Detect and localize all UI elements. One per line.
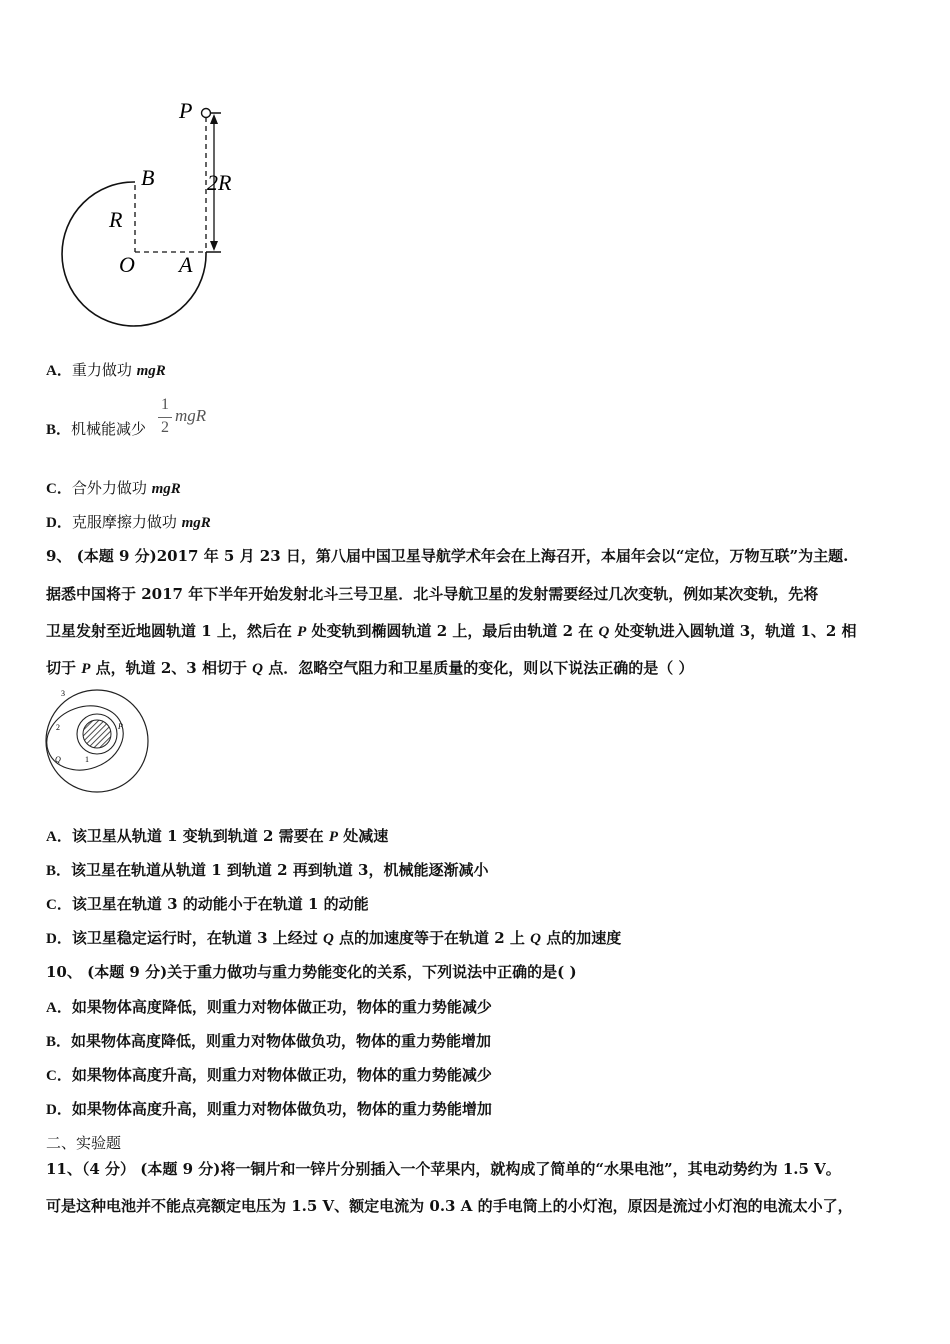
- option-text: 点的加速度等于在轨道 2 上: [333, 929, 531, 947]
- option-text: 点的加速度: [540, 929, 622, 947]
- q9-stem-line-4: [46, 658, 693, 679]
- option-letter: D．: [46, 515, 72, 531]
- q9-option-d: [46, 928, 621, 949]
- option-letter: C．: [46, 1068, 72, 1084]
- option-text: 克服摩擦力做功: [71, 513, 182, 531]
- option-var: mgR: [151, 481, 181, 497]
- label-r: R: [109, 207, 123, 232]
- q11-stem-line-1: 11、（4 分） (本题 9 分)将一铜片和一锌片分别插入一个苹果内，就构成了简单的“水果电池”，其电动势约为 1.5 V。: [46, 1160, 841, 1178]
- arrow-head-up: [210, 114, 218, 124]
- label-orbit-2: 2: [56, 723, 60, 732]
- arrow-head-down: [210, 241, 218, 251]
- fraction-var: mgR: [175, 406, 207, 425]
- option-text: 如果物体高度降低，则重力对物体做正功，物体的重力势能减少: [71, 998, 492, 1016]
- option-letter: D．: [46, 1102, 72, 1118]
- label-orbit-1: 1: [85, 755, 89, 764]
- text-segment: 处变轨到椭圆轨道 2 上，最后由轨道 2 在: [306, 622, 599, 640]
- option-text: 重力做功: [71, 361, 137, 379]
- option-letter: A．: [46, 363, 72, 379]
- fraction-denominator: 2: [161, 419, 169, 436]
- var-q: Q: [252, 661, 264, 677]
- label-q-point: Q: [55, 755, 61, 764]
- option-text: 机械能减少: [71, 420, 147, 438]
- var-p: P: [328, 829, 339, 845]
- fraction-bar: [158, 417, 172, 418]
- text-segment: 切于: [46, 659, 82, 677]
- label-b: B: [141, 165, 155, 190]
- option-letter: B．: [46, 1034, 72, 1050]
- label-orbit-3: 3: [61, 689, 65, 698]
- orbit-figure: [42, 686, 152, 796]
- q10-option-c: [46, 1065, 492, 1086]
- q8-option-d: [46, 512, 211, 533]
- var-q: Q: [322, 931, 334, 947]
- option-letter: C．: [46, 897, 72, 913]
- q10-option-a: [46, 997, 492, 1018]
- option-var: mgR: [181, 515, 211, 531]
- q8-option-a: [46, 360, 166, 381]
- label-a: A: [179, 252, 193, 277]
- option-text: 处减速: [338, 827, 389, 845]
- q9-stem-line-3: [46, 621, 857, 642]
- label-p-point: P: [118, 722, 123, 731]
- option-text: 该卫星在轨道 3 的动能小于在轨道 1 的动能: [71, 895, 369, 913]
- option-text: 如果物体高度降低，则重力对物体做负功，物体的重力势能增加: [71, 1032, 492, 1050]
- option-letter: C．: [46, 481, 72, 497]
- fraction-numerator: 1: [161, 396, 169, 413]
- option-text: 该卫星从轨道 1 变轨到轨道 2 需要在: [71, 827, 329, 845]
- option-text: 如果物体高度升高，则重力对物体做负功，物体的重力势能增加: [71, 1100, 492, 1118]
- q8-option-c: [46, 478, 181, 499]
- text-segment: 点，轨道 2、3 相切于: [90, 659, 253, 677]
- text-segment: 卫星发射至近地圆轨道 1 上，然后在: [46, 622, 298, 640]
- var-q: Q: [530, 931, 541, 947]
- q9-option-b: [46, 860, 488, 881]
- earth: [83, 720, 111, 748]
- label-2r: 2R: [207, 170, 232, 195]
- q8-option-b: [46, 419, 146, 440]
- var-p: P: [81, 661, 91, 677]
- q9-stem-line-1: 9、 (本题 9 分)2017 年 5 月 23 日，第八届中国卫星导航学术年会在上海召开，本届年会以“定位，万物互联”为主题.: [46, 547, 849, 565]
- circular-track-figure: [55, 95, 255, 335]
- option-letter: B．: [46, 863, 72, 879]
- q10-option-d: [46, 1099, 492, 1120]
- option-letter: A．: [46, 829, 72, 845]
- label-o: O: [119, 252, 135, 277]
- var-p: P: [297, 624, 307, 640]
- option-var: mgR: [136, 363, 166, 379]
- q9-option-a: [46, 826, 388, 847]
- section-heading: 二、实验题: [46, 1134, 122, 1152]
- option-letter: A．: [46, 1000, 72, 1016]
- point-p-marker: [202, 109, 211, 118]
- q11-stem-line-2: 可是这种电池并不能点亮额定电压为 1.5 V、额定电流为 0.3 A 的手电筒上的小灯泡，原因是流过小灯泡的电流太小了，: [46, 1197, 853, 1215]
- option-text: 如果物体高度升高，则重力对物体做正功，物体的重力势能减少: [71, 1066, 492, 1084]
- option-text: 合外力做功: [71, 479, 152, 497]
- option-text: 该卫星稳定运行时，在轨道 3 上经过: [71, 929, 323, 947]
- option-letter: B．: [46, 422, 72, 438]
- option-text: 该卫星在轨道从轨道 1 到轨道 2 再到轨道 3，机械能逐渐减小: [71, 861, 489, 879]
- q9-stem-line-2: 据悉中国将于 2017 年下半年开始发射北斗三号卫星．北斗导航卫星的发射需要经过几次变轨，例如某次变轨，先将: [46, 585, 819, 603]
- q9-option-c: [46, 894, 369, 915]
- option-letter: D．: [46, 931, 72, 947]
- q10-option-b: [46, 1031, 491, 1052]
- label-p: P: [179, 98, 193, 123]
- var-q: Q: [598, 624, 610, 640]
- text-segment: 点．忽略空气阻力和卫星质量的变化，则以下说法正确的是（ ）: [263, 659, 694, 677]
- text-segment: 处变轨进入圆轨道 3，轨道 1、2 相: [609, 622, 857, 640]
- q10-stem: 10、 (本题 9 分)关于重力做功与重力势能变化的关系，下列说法中正确的是( ): [46, 963, 577, 981]
